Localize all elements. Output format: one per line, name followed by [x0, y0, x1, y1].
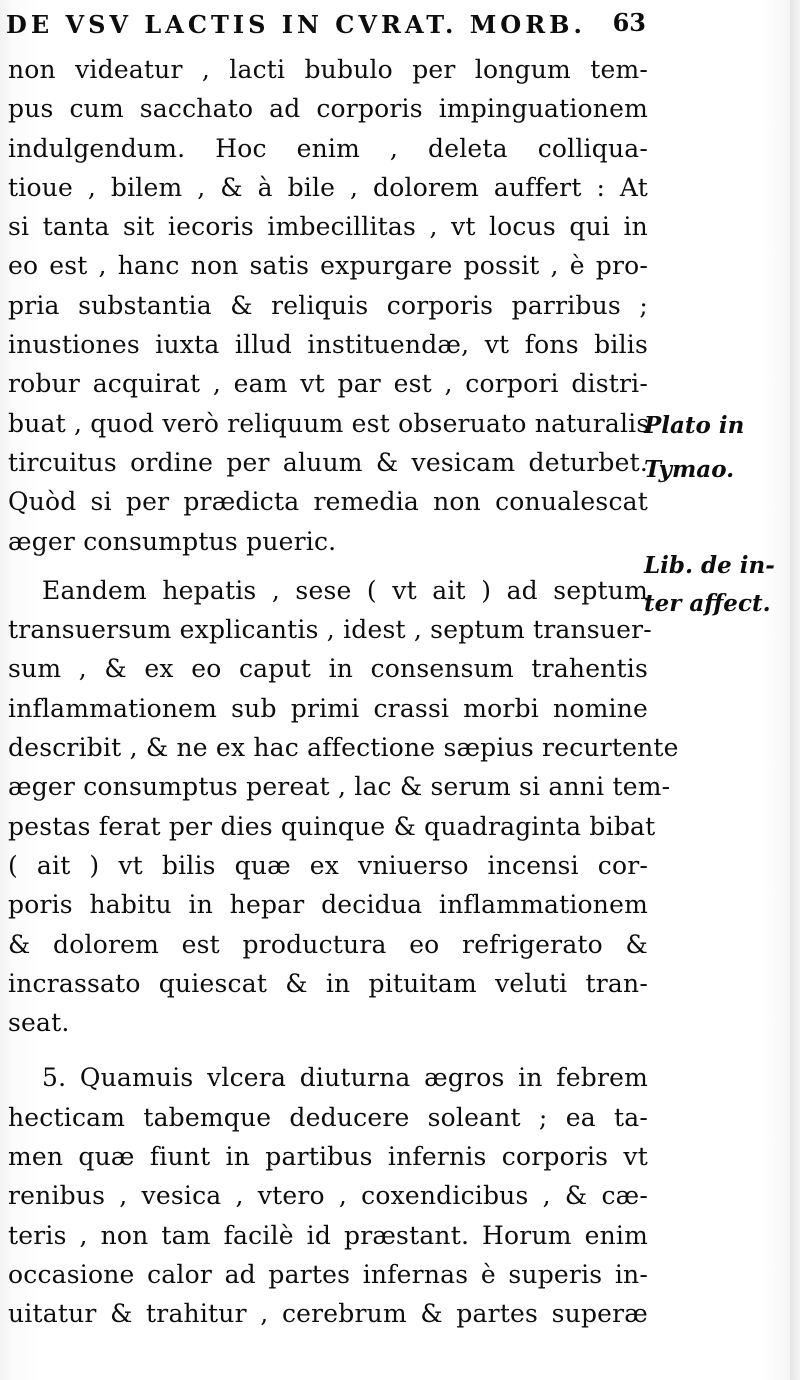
text-line: pestas ferat per dies quinque & quadraginta bibat	[8, 811, 656, 841]
text-line: inflammationem sub primi crassi morbi nomine	[8, 693, 648, 723]
running-head	[6, 6, 646, 46]
main-text-block	[8, 50, 679, 1334]
text-line: pus cum sacchato ad corporis impinguationem	[8, 94, 648, 124]
page-number: 63	[612, 8, 646, 37]
text-line: tioue , bilem , & à bile , dolorem auffert : At	[8, 172, 648, 202]
text-line: æger consumptus pereat , lac & serum si anni tem-	[8, 772, 671, 802]
text-line: æger consumptus pueric.	[8, 526, 337, 556]
text-line: hecticam tabemque deducere soleant ; ea ta-	[8, 1102, 648, 1132]
page-edge-shadow	[790, 0, 800, 1380]
text-line: teris , non tam facilè id præstant. Horum enim	[8, 1220, 648, 1250]
margin-note: Tymao.	[644, 456, 735, 483]
text-line: 5. Quamuis vlcera diuturna ægros in febrem	[42, 1063, 648, 1093]
text-line: Quòd si per prædicta remedia non conualescat	[8, 487, 648, 517]
text-line: renibus , vesica , vtero , coxendicibus , & cæ-	[8, 1181, 648, 1211]
text-line: si tanta sit iecoris imbecillitas , vt locus qui in	[8, 212, 648, 242]
text-line: ( ait ) vt bilis quæ ex vniuerso incensi cor-	[8, 850, 648, 880]
text-line: pria substantia & reliquis corporis parribus ;	[8, 290, 648, 320]
text-line: describit , & ne ex hac affectione sæpius recurtente	[8, 733, 679, 763]
text-line: buat , quod verò reliquum est obseruato naturalis	[8, 408, 650, 438]
running-head-title: DE VSV LACTIS IN CVRAT. MORB.	[6, 10, 586, 39]
text-line: & dolorem est productura eo refrigerato &	[8, 929, 648, 959]
text-line: transuersum explicantis , idest , septum transuer-	[8, 615, 652, 645]
text-line: uitatur & trahitur , cerebrum & partes superæ	[8, 1299, 648, 1329]
text-line: tircuitus ordine per aluum & vesicam deturbet.	[8, 447, 648, 477]
text-line: inustiones iuxta illud instituendæ, vt fons bilis	[8, 330, 648, 360]
text-line: indulgendum. Hoc enim , deleta colliqua-	[8, 133, 648, 163]
margin-note: Plato in	[644, 412, 745, 439]
text-line: seat.	[8, 1008, 70, 1038]
text-line: non videatur , lacti bubulo per longum tem-	[8, 55, 648, 84]
text-line: eo est , hanc non satis expurgare possit , è pro-	[8, 251, 648, 281]
text-line: incrassato quiescat & in pituitam veluti tran-	[8, 968, 648, 998]
text-line: occasione calor ad partes infernas è superis in-	[8, 1259, 648, 1289]
text-line: sum , & ex eo caput in consensum trahentis	[8, 654, 648, 684]
text-line: poris habitu in hepar decidua inflammationem	[8, 890, 648, 920]
text-line: robur acquirat , eam vt par est , corpori distri-	[8, 369, 648, 399]
margin-note: Lib. de in-	[644, 552, 775, 579]
text-line: Eandem hepatis , sese ( vt ait ) ad septum	[42, 575, 648, 605]
text-line: men quæ fiunt in partibus infernis corporis vt	[8, 1142, 648, 1172]
margin-note: ter affect.	[644, 590, 771, 617]
